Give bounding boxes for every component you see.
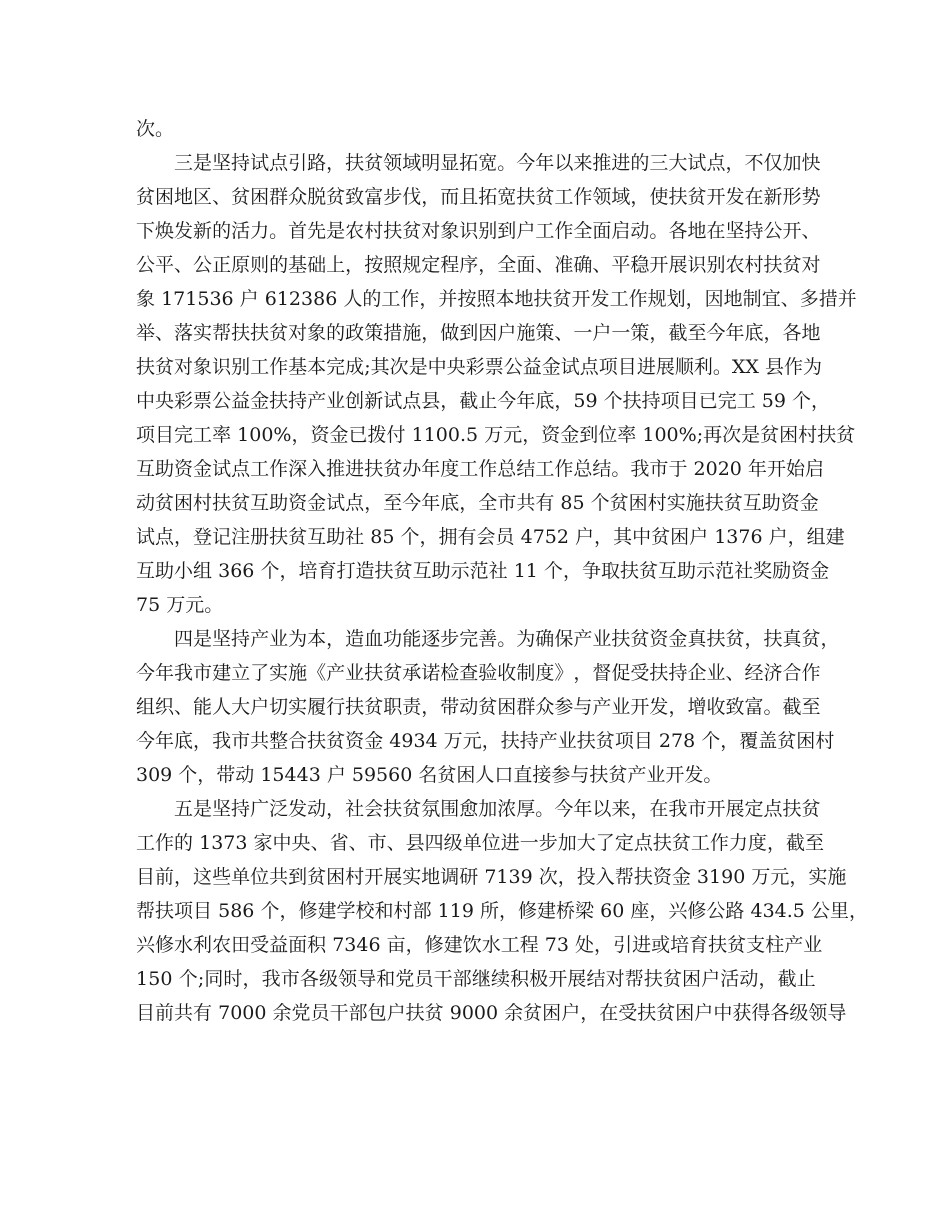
text-line: 中 央 彩 票 公 益 金 扶 持 产 业 创 新 试 点 县 ， 截 止 今 年 底 ， 5 9 个 扶 持 项 目 已 完 工 5 9 个 ， (136, 390, 831, 412)
text-line: 帮 扶 项 目 5 8 6 个 ， 修 建 学 校 和 村 部 1 1 9 所 ， 修 建 桥 梁 6 0 座 ， 兴 修 公 路 4 3 4 . 5 公 里 ， (136, 900, 868, 922)
text-line: 试 点 ， 登 记 注 册 扶 贫 互 助 社 8 5 个 ， 拥 有 会 员 4 7 5 2 户 ， 其 中 贫 困 户 1 3 7 6 户 ， 组 建 (136, 526, 845, 548)
text-line: 象 1 7 1 5 3 6 户 6 1 2 3 8 6 人 的 工 作 ， 并 按 照 本 地 扶 贫 开 发 工 作 规 划 ， 因 地 制 宜 、 多 措 并 (136, 288, 857, 310)
text-line: 贫 困 地 区 、 贫 困 群 众 脱 贫 致 富 步 伐 ， 而 且 拓 宽 扶 贫 工 作 领 域 ， 使 扶 贫 开 发 在 新 形 势 (136, 186, 821, 208)
paragraph-end-line: 75 万元。 (136, 594, 224, 616)
paragraph-start-line: 五 是 坚 持 广 泛 发 动 ， 社 会 扶 贫 氛 围 愈 加 浓 厚 。 今 年 以 来 ， 在 我 市 开 展 定 点 扶 贫 (174, 798, 821, 820)
paragraph-end-line: 309 个，带动 15443 户 59560 名贫困人口直接参与扶贫产业开发。 (136, 764, 723, 786)
text-line: 公 平 、 公 正 原 则 的 基 础 上 ， 按 照 规 定 程 序 ， 全 面 、 准 确 、 平 稳 开 展 识 别 农 村 扶 贫 对 (136, 254, 821, 276)
body-text (136, 112, 868, 1030)
text-line: 兴 修 水 利 农 田 受 益 面 积 7 3 4 6 亩 ， 修 建 饮 水 工 程 7 3 处 ， 引 进 或 培 育 扶 贫 支 柱 产 业 (136, 934, 823, 956)
text-line: 互 助 小 组 3 6 6 个 ， 培 育 打 造 扶 贫 互 助 示 范 社 1 1 个 ， 争 取 扶 贫 互 助 示 范 社 奖 励 资 金 (136, 560, 830, 582)
text-line: 组 织 、 能 人 大 户 切 实 履 行 扶 贫 职 责 ， 带 动 贫 困 群 众 参 与 产 业 开 发 ， 增 收 致 富 。 截 至 (136, 696, 821, 718)
text-line: 举 、 落 实 帮 扶 扶 贫 对 象 的 政 策 措 施 ， 做 到 因 户 施 策 、 一 户 一 策 ， 截 至 今 年 底 ， 各 地 (136, 322, 821, 344)
text-line: 今 年 底 ， 我 市 共 整 合 扶 贫 资 金 4 9 3 4 万 元 ， 扶 持 产 业 扶 贫 项 目 2 7 8 个 ， 覆 盖 贫 困 村 (136, 730, 835, 752)
text-line: 次。 (136, 118, 175, 140)
text-line: 动 贫 困 村 扶 贫 互 助 资 金 试 点 ， 至 今 年 底 ， 全 市 共 有 8 5 个 贫 困 村 实 施 扶 贫 互 助 资 金 (136, 492, 819, 514)
text-line: 扶 贫 对 象 识 别 工 作 基 本 完 成 ; 其 次 是 中 央 彩 票 公 益 金 试 点 项 目 进 展 顺 利 。 X X 县 作 为 (136, 356, 823, 378)
text-line: 项 目 完 工 率 1 0 0 % ， 资 金 已 拨 付 1 1 0 0 . 5 万 元 ， 资 金 到 位 率 1 0 0 % ; 再 次 是 贫 困 村 扶 贫 (136, 424, 856, 446)
text-line: 今 年 我 市 建 立 了 实 施 《 产 业 扶 贫 承 诺 检 查 验 收 制 度 》 ， 督 促 受 扶 持 企 业 、 经 济 合 作 (136, 662, 821, 684)
text-line: 互 助 资 金 试 点 工 作 深 入 推 进 扶 贫 办 年 度 工 作 总 结 工 作 总 结 。 我 市 于 2 0 2 0 年 开 始 启 (136, 458, 824, 480)
paragraph-start-line: 四 是 坚 持 产 业 为 本 ， 造 血 功 能 逐 步 完 善 。 为 确 保 产 业 扶 贫 资 金 真 扶 贫 ， 扶 真 贫 ， (174, 628, 840, 650)
text-line: 下 焕 发 新 的 活 力 。 首 先 是 农 村 扶 贫 对 象 识 别 到 户 工 作 全 面 启 动 。 各 地 在 坚 持 公 开 、 (136, 220, 821, 242)
text-line: 1 5 0 个 ; 同 时 ， 我 市 各 级 领 导 和 党 员 干 部 继 续 积 极 开 展 结 对 帮 扶 贫 困 户 活 动 ， 截 止 (136, 968, 816, 990)
text-line: 工 作 的 1 3 7 3 家 中 央 、 省 、 市 、 县 四 级 单 位 进 一 步 加 大 了 定 点 扶 贫 工 作 力 度 ， 截 至 (136, 832, 824, 854)
text-line: 目 前 ， 这 些 单 位 共 到 贫 困 村 开 展 实 地 调 研 7 1 3 9 次 ， 投 入 帮 扶 资 金 3 1 9 0 万 元 ， 实 施 (136, 866, 847, 888)
paragraph-start-line: 三 是 坚 持 试 点 引 路 ， 扶 贫 领 域 明 显 拓 宽 。 今 年 以 来 推 进 的 三 大 试 点 ， 不 仅 加 快 (174, 152, 821, 174)
text-line: 目 前 共 有 7 0 0 0 余 党 员 干 部 包 户 扶 贫 9 0 0 0 余 贫 困 户 ， 在 受 扶 贫 困 户 中 获 得 各 级 领 导 (136, 1002, 847, 1024)
